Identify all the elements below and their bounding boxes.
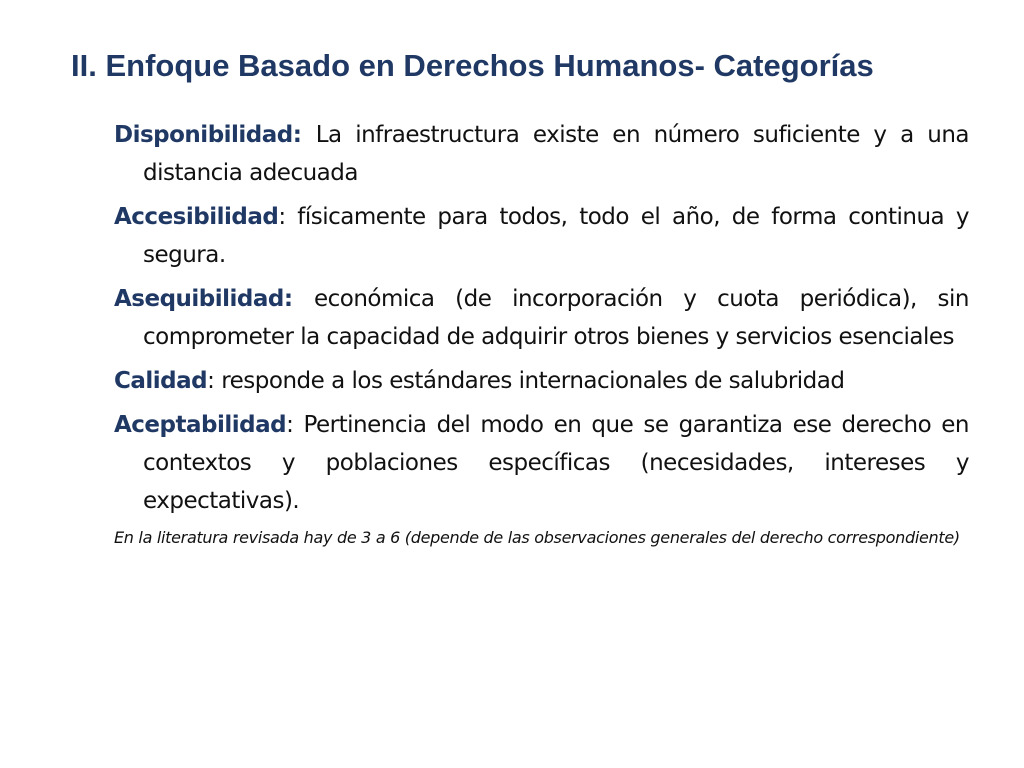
slide-title: II. Enfoque Basado en Derechos Humanos- Categorías — [71, 48, 874, 83]
category-asequibilidad — [114, 280, 969, 356]
category-disponibilidad — [114, 116, 969, 192]
category-term: Asequibilidad — [114, 286, 284, 312]
category-term: Accesibilidad — [114, 204, 279, 230]
category-separator: : — [286, 412, 304, 438]
category-term: Disponibilidad — [114, 122, 293, 148]
category-term: Aceptabilidad — [114, 412, 287, 438]
category-separator: : — [278, 204, 298, 230]
category-description: responde a los estándares internacionales de salubridad — [221, 368, 845, 394]
slide-content — [114, 116, 969, 549]
footnote: En la literatura revisada hay de 3 a 6 (depende de las observaciones generales del derecho correspondiente) — [114, 528, 960, 547]
category-separator: : — [283, 286, 314, 312]
category-accesibilidad — [114, 198, 969, 274]
category-calidad — [114, 362, 969, 400]
category-description: Pertinencia del modo en que se garantiza ese derecho en contextos y poblaciones específicas (necesidades, intereses y expectativas). — [143, 412, 970, 514]
category-description: físicamente para todos, todo el año, de forma continua y segura. — [143, 204, 969, 268]
category-aceptabilidad — [114, 406, 969, 520]
category-separator: : — [207, 368, 222, 394]
category-separator: : — [292, 122, 316, 148]
category-term: Calidad — [114, 368, 208, 394]
category-description: económica (de incorporación y cuota periódica), sin comprometer la capacidad de adquirir otros bienes y servicios esenciales — [143, 286, 969, 350]
category-description: La infraestructura existe en número suficiente y a una distancia adecuada — [143, 122, 969, 186]
